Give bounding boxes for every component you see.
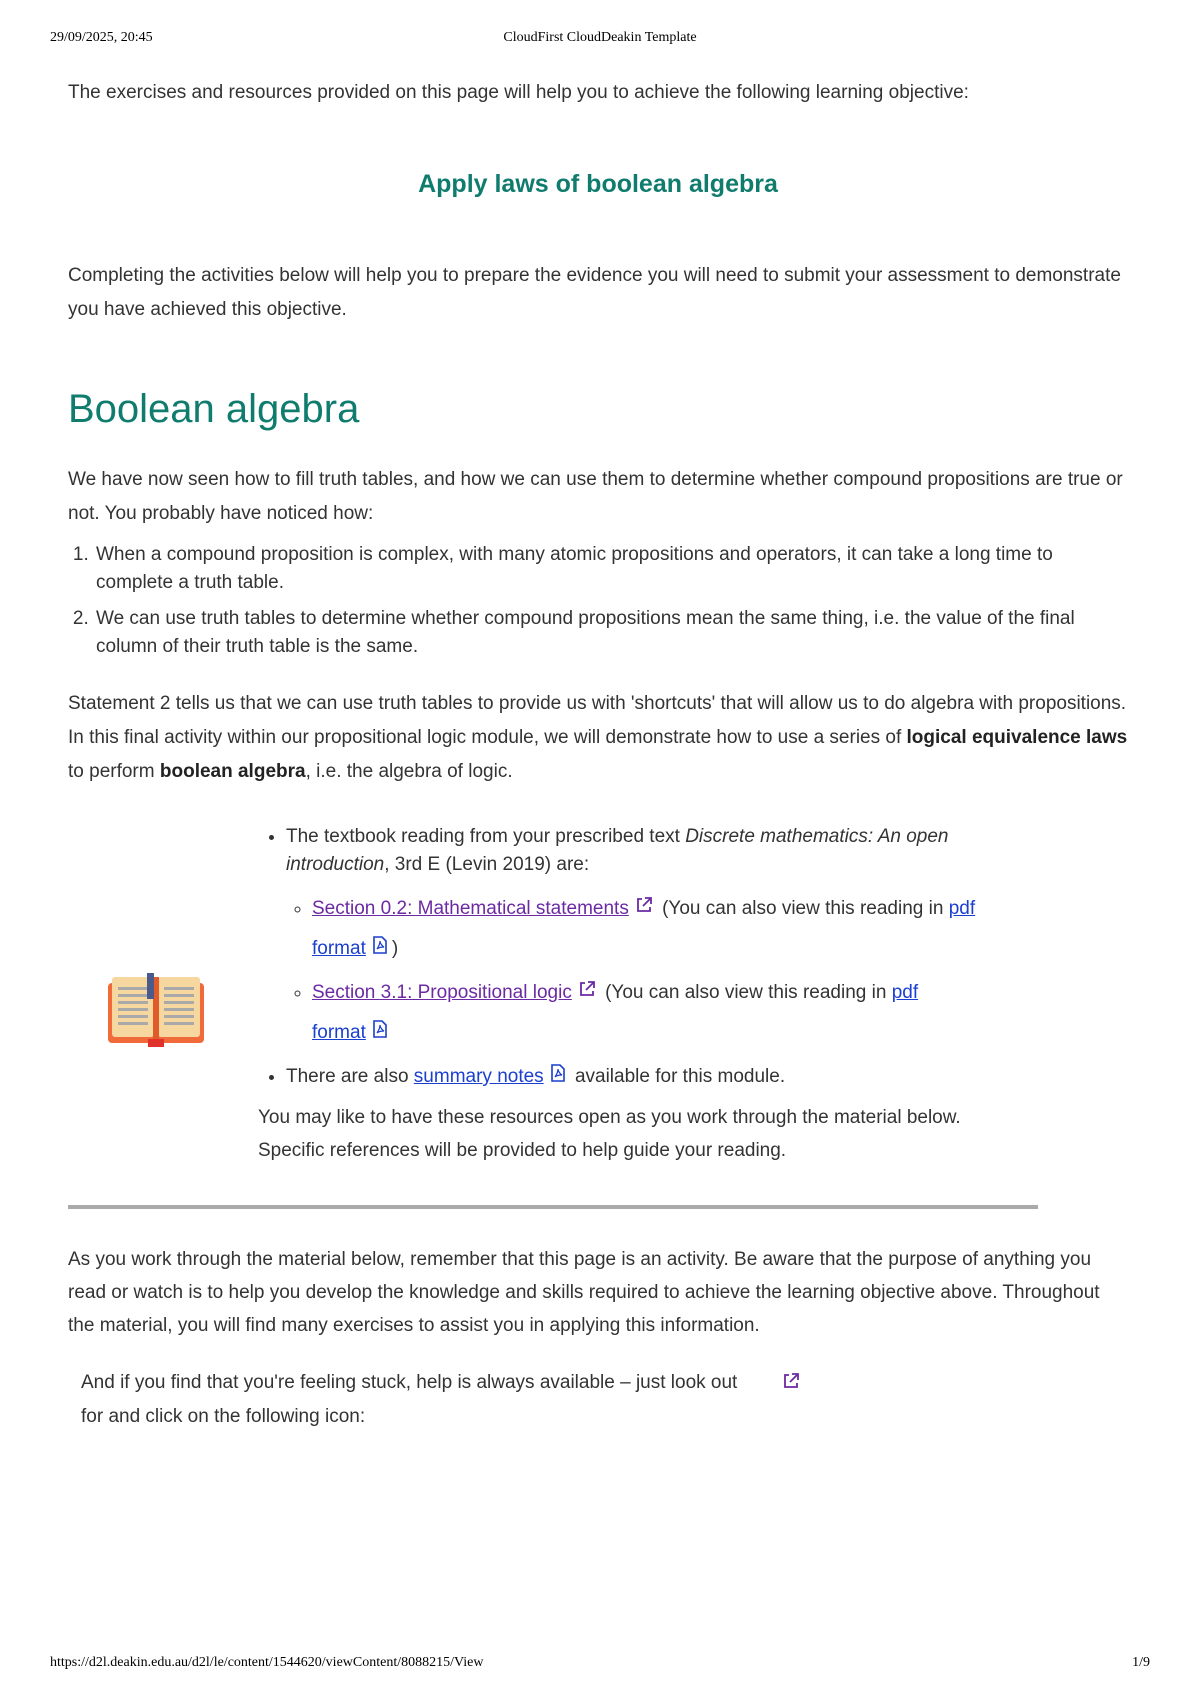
list-item	[286, 1063, 1018, 1091]
section-heading: Boolean algebra	[68, 387, 360, 431]
bold-term-equivalence-laws: logical equivalence laws	[906, 727, 1128, 748]
summary-notes-link[interactable]: summary notes	[413, 1066, 544, 1088]
resource-list	[258, 823, 1018, 1167]
section-0-2-link[interactable]: Section 0.2: Mathematical statements	[312, 898, 629, 920]
resources-note: You may like to have these resources open as you work through the material below. Specific references will be provided to help guide your reading.	[258, 1107, 961, 1162]
intro-text: The exercises and resources provided on this page will help you to achieve the following learning objective:	[68, 82, 969, 103]
print-title: CloudFirst CloudDeakin Template	[503, 30, 697, 45]
list-item	[312, 889, 1018, 969]
intro-paragraph: We have now seen how to fill truth tables, and how we can use them to determine whether compound propositions are true or not. You probably have noticed how:	[68, 469, 1123, 524]
paragraph-text: , i.e. the algebra of logic.	[305, 761, 513, 782]
paragraph-text: to perform	[68, 761, 160, 782]
list-item: 1. When a compound proposition is complex, with many atomic propositions and operators, it can take a long time to complete a truth table.	[94, 541, 1128, 597]
open-book-icon	[108, 973, 204, 1047]
resources-panel	[68, 823, 1038, 1213]
paragraph-text: Statement 2 tells us that we can use truth tables to provide us with 'shortcuts' that will allow us to do algebra with propositions. In this final activity within our propositional logic module, we will demonstrate how to use a series of	[68, 693, 1127, 748]
pdf-file-icon[interactable]	[372, 1013, 388, 1053]
page-content	[68, 78, 1128, 1446]
page-url: https://d2l.deakin.edu.au/d2l/le/content/1544620/viewContent/8088215/View	[50, 1655, 484, 1670]
print-datetime: 29/09/2025, 20:45	[50, 30, 153, 45]
reading-text: The textbook reading from your prescribed text	[286, 826, 686, 847]
summary-text: available for this module.	[569, 1066, 786, 1088]
numbered-list	[68, 541, 1128, 661]
pdf-format-link[interactable]: pdf format	[312, 898, 976, 960]
pdf-link[interactable]: pdf	[891, 982, 919, 1004]
pdf-file-icon[interactable]	[550, 1063, 566, 1091]
list-item	[286, 823, 1018, 1053]
page-number: 1/9	[1132, 1655, 1150, 1670]
pdf-file-icon[interactable]	[372, 929, 388, 969]
bold-term-boolean-algebra: boolean algebra	[159, 761, 306, 782]
help-callout	[68, 1366, 1128, 1446]
external-link-icon[interactable]	[578, 973, 596, 1013]
reading-note: (You can also view this reading in	[662, 898, 949, 920]
summary-text: There are also	[286, 1066, 414, 1088]
format-link[interactable]: format	[312, 1022, 366, 1044]
completing-text: Completing the activities below will help you to prepare the evidence you will need to submit your assessment to demonstrate you have achieved this objective.	[68, 265, 1121, 320]
textbook-title: Discrete mathematics: An open introduction	[286, 826, 949, 875]
activity-note: As you work through the material below, remember that this page is an activity. Be aware that the purpose of anything you read or watch is to help you develop the knowledge and skills required to achieve the learning objective above. Throughout the material, you will find many exercises to assist you in applying this information.	[68, 1249, 1100, 1336]
external-link-icon[interactable]	[782, 1372, 800, 1395]
section-3-1-link[interactable]: Section 3.1: Propositional logic	[312, 982, 572, 1004]
print-header	[0, 30, 1200, 50]
help-text: And if you find that you're feeling stuck, help is always available – just look out for and click on the following icon:	[81, 1372, 738, 1427]
statement-paragraph	[68, 687, 1128, 789]
list-item: 2. We can use truth tables to determine whether compound propositions mean the same thing, i.e. the value of the final column of their truth table is the same.	[94, 605, 1128, 661]
external-link-icon[interactable]	[635, 889, 653, 929]
list-item	[312, 973, 1018, 1053]
print-footer	[0, 1655, 1200, 1675]
reading-note: (You can also view this reading in	[605, 982, 892, 1004]
reading-text: , 3rd E (Levin 2019) are:	[384, 854, 590, 875]
learning-objective: Apply laws of boolean algebra	[418, 170, 778, 198]
divider	[68, 1205, 1038, 1209]
reading-note: )	[391, 938, 399, 960]
